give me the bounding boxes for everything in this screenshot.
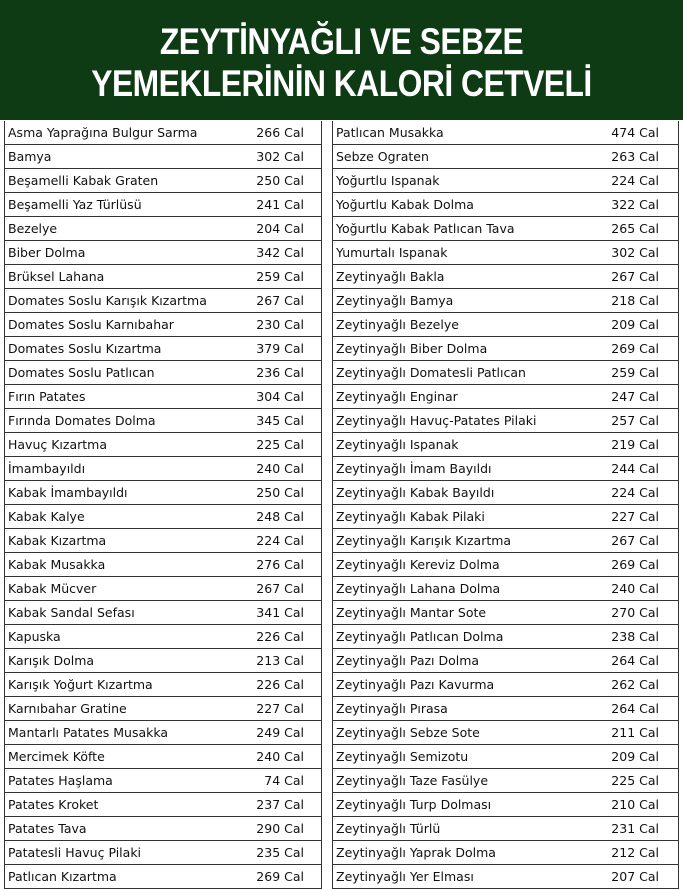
calorie-value: 249 Cal xyxy=(256,725,304,740)
table-row xyxy=(332,241,679,265)
dish-name: Mantarlı Patates Musakka xyxy=(8,725,169,740)
calorie-value: 259 Cal xyxy=(256,269,304,284)
table-row xyxy=(4,169,322,193)
dish-name: Zeytinyağlı Patlıcan Dolma xyxy=(336,629,504,644)
dish-name: Kabak Kalye xyxy=(8,509,85,524)
dish-name: Yoğurtlu Kabak Patlıcan Tava xyxy=(336,221,515,236)
calorie-value: 74 Cal xyxy=(264,773,304,788)
dish-name: Zeytinyağlı Bezelye xyxy=(336,317,459,332)
table-row xyxy=(332,289,679,313)
calorie-value: 236 Cal xyxy=(256,365,304,380)
dish-name: Domates Soslu Karnıbahar xyxy=(8,317,174,332)
calorie-value: 235 Cal xyxy=(256,845,304,860)
dish-name: Mercimek Köfte xyxy=(8,749,105,764)
table-row xyxy=(332,625,679,649)
dish-name: Zeytinyağlı Kereviz Dolma xyxy=(336,557,500,572)
dish-name: Zeytinyağlı Ispanak xyxy=(336,437,459,452)
page-title-line1: ZEYTİNYAĞLI VE SEBZE xyxy=(159,21,524,62)
table-row xyxy=(4,673,322,697)
table-row xyxy=(332,793,679,817)
dish-name: Zeytinyağlı Lahana Dolma xyxy=(336,581,501,596)
table-row xyxy=(332,697,679,721)
dish-name: Zeytinyağlı Sebze Sote xyxy=(336,725,480,740)
calorie-value: 237 Cal xyxy=(256,797,304,812)
table-row xyxy=(332,121,679,145)
dish-name: Zeytinyağlı Biber Dolma xyxy=(336,341,488,356)
table-row xyxy=(4,481,322,505)
dish-name: Zeytinyağlı Karışık Kızartma xyxy=(336,533,512,548)
table-row xyxy=(332,721,679,745)
calorie-value: 213 Cal xyxy=(256,653,304,668)
dish-name: Zeytinyağlı Bakla xyxy=(336,269,445,284)
table-row xyxy=(332,433,679,457)
dish-name: Karışık Yoğurt Kızartma xyxy=(8,677,153,692)
calorie-value: 212 Cal xyxy=(611,845,659,860)
table-row xyxy=(332,193,679,217)
table-row xyxy=(332,145,679,169)
calorie-value: 224 Cal xyxy=(611,485,659,500)
table-row xyxy=(4,337,322,361)
dish-name: Zeytinyağlı Pırasa xyxy=(336,701,448,716)
table-row xyxy=(4,745,322,769)
dish-name: Kabak Kızartma xyxy=(8,533,107,548)
calorie-value: 266 Cal xyxy=(256,125,304,140)
dish-name: Domates Soslu Karışık Kızartma xyxy=(8,293,207,308)
table-row xyxy=(4,193,322,217)
table-row xyxy=(332,169,679,193)
dish-name: Havuç Kızartma xyxy=(8,437,107,452)
table-row xyxy=(332,385,679,409)
calorie-value: 270 Cal xyxy=(611,605,659,620)
dish-name: Beşamelli Kabak Graten xyxy=(8,173,159,188)
dish-name: Patates Kroket xyxy=(8,797,99,812)
table-row xyxy=(4,241,322,265)
dish-name: Patates Haşlama xyxy=(8,773,113,788)
calorie-value: 267 Cal xyxy=(611,269,659,284)
dish-name: Yumurtalı Ispanak xyxy=(336,245,448,260)
calorie-value: 225 Cal xyxy=(256,437,304,452)
calorie-value: 276 Cal xyxy=(256,557,304,572)
table-row xyxy=(332,865,679,889)
table-row xyxy=(4,721,322,745)
calorie-value: 224 Cal xyxy=(611,173,659,188)
dish-name: Asma Yaprağına Bulgur Sarma xyxy=(8,125,198,140)
calorie-value: 269 Cal xyxy=(256,869,304,884)
table-row xyxy=(4,649,322,673)
dish-name: Sebze Ograten xyxy=(336,149,429,164)
calorie-value: 225 Cal xyxy=(611,773,659,788)
table-row xyxy=(4,505,322,529)
table-row xyxy=(332,361,679,385)
table-row xyxy=(4,457,322,481)
calorie-value: 240 Cal xyxy=(256,749,304,764)
dish-name: Kabak Mücver xyxy=(8,581,97,596)
dish-name: Zeytinyağlı Domatesli Patlıcan xyxy=(336,365,526,380)
dish-name: Domates Soslu Patlıcan xyxy=(8,365,155,380)
calorie-value: 304 Cal xyxy=(256,389,304,404)
dish-name: Zeytinyağlı Bamya xyxy=(336,293,454,308)
table-row xyxy=(4,577,322,601)
table-row xyxy=(332,505,679,529)
table-row xyxy=(4,121,322,145)
calorie-value: 240 Cal xyxy=(256,461,304,476)
table-row xyxy=(4,793,322,817)
calorie-value: 209 Cal xyxy=(611,317,659,332)
calorie-value: 227 Cal xyxy=(256,701,304,716)
table-row xyxy=(332,841,679,865)
calorie-value: 224 Cal xyxy=(256,533,304,548)
dish-name: Patates Tava xyxy=(8,821,87,836)
calorie-value: 302 Cal xyxy=(256,149,304,164)
table-row xyxy=(332,577,679,601)
calorie-value: 342 Cal xyxy=(256,245,304,260)
table-row xyxy=(332,817,679,841)
table-row xyxy=(4,841,322,865)
table-row xyxy=(4,265,322,289)
calorie-value: 226 Cal xyxy=(256,629,304,644)
table-row xyxy=(332,745,679,769)
table-row xyxy=(4,409,322,433)
title-banner xyxy=(0,0,683,120)
calorie-value: 263 Cal xyxy=(611,149,659,164)
table-row xyxy=(332,217,679,241)
calorie-value: 267 Cal xyxy=(611,533,659,548)
dish-name: Zeytinyağlı Turp Dolması xyxy=(336,797,492,812)
dish-name: Karnıbahar Gratine xyxy=(8,701,127,716)
dish-name: Brüksel Lahana xyxy=(8,269,105,284)
dish-name: Patatesli Havuç Pilaki xyxy=(8,845,142,860)
dish-name: İmambayıldı xyxy=(8,461,86,476)
table-row xyxy=(332,457,679,481)
calorie-value: 209 Cal xyxy=(611,749,659,764)
table-row xyxy=(332,673,679,697)
calorie-table-right xyxy=(332,121,679,889)
calorie-value: 241 Cal xyxy=(256,197,304,212)
table-row xyxy=(332,481,679,505)
calorie-value: 379 Cal xyxy=(256,341,304,356)
table-row xyxy=(4,817,322,841)
dish-name: Fırında Domates Dolma xyxy=(8,413,156,428)
dish-name: Kapuska xyxy=(8,629,61,644)
calorie-value: 264 Cal xyxy=(611,653,659,668)
dish-name: Zeytinyağlı Yer Elması xyxy=(336,869,474,884)
calorie-value: 218 Cal xyxy=(611,293,659,308)
table-row xyxy=(4,601,322,625)
dish-name: Zeytinyağlı Pazı Kavurma xyxy=(336,677,495,692)
table-row xyxy=(4,145,322,169)
calorie-value: 250 Cal xyxy=(256,173,304,188)
table-row xyxy=(332,601,679,625)
page-title-line2: YEMEKLERİNİN KALORİ CETVELİ xyxy=(91,63,592,104)
dish-name: Domates Soslu Kızartma xyxy=(8,341,162,356)
calorie-value: 259 Cal xyxy=(611,365,659,380)
dish-name: Zeytinyağlı Yaprak Dolma xyxy=(336,845,496,860)
calorie-value: 269 Cal xyxy=(611,341,659,356)
dish-name: Zeytinyağlı Enginar xyxy=(336,389,458,404)
calorie-value: 474 Cal xyxy=(611,125,659,140)
table-row xyxy=(4,529,322,553)
calorie-value: 226 Cal xyxy=(256,677,304,692)
table-row xyxy=(4,553,322,577)
calorie-value: 219 Cal xyxy=(611,437,659,452)
dish-name: Yoğurtlu Kabak Dolma xyxy=(336,197,474,212)
dish-name: Patlıcan Kızartma xyxy=(8,869,117,884)
dish-name: Yoğurtlu Ispanak xyxy=(336,173,440,188)
calorie-value: 247 Cal xyxy=(611,389,659,404)
dish-name: Biber Dolma xyxy=(8,245,86,260)
dish-name: Zeytinyağlı Semizotu xyxy=(336,749,469,764)
dish-name: Bezelye xyxy=(8,221,58,236)
dish-name: Zeytinyağlı Havuç-Patates Pilaki xyxy=(336,413,537,428)
calorie-value: 290 Cal xyxy=(256,821,304,836)
dish-name: Zeytinyağlı Türlü xyxy=(336,821,441,836)
calorie-value: 267 Cal xyxy=(256,293,304,308)
calorie-value: 250 Cal xyxy=(256,485,304,500)
dish-name: Zeytinyağlı Pazı Dolma xyxy=(336,653,480,668)
calorie-value: 204 Cal xyxy=(256,221,304,236)
table-row xyxy=(332,313,679,337)
dish-name: Zeytinyağlı Kabak Bayıldı xyxy=(336,485,495,500)
table-row xyxy=(332,553,679,577)
table-row xyxy=(4,385,322,409)
dish-name: Zeytinyağlı İmam Bayıldı xyxy=(336,461,492,476)
calorie-value: 257 Cal xyxy=(611,413,659,428)
table-row xyxy=(4,289,322,313)
dish-name: Fırın Patates xyxy=(8,389,86,404)
calorie-table-left xyxy=(4,121,322,889)
calorie-value: 210 Cal xyxy=(611,797,659,812)
table-row xyxy=(4,865,322,889)
calorie-value: 269 Cal xyxy=(611,557,659,572)
calorie-value: 231 Cal xyxy=(611,821,659,836)
calorie-value: 244 Cal xyxy=(611,461,659,476)
calorie-value: 248 Cal xyxy=(256,509,304,524)
calorie-value: 238 Cal xyxy=(611,629,659,644)
table-row xyxy=(332,265,679,289)
dish-name: Zeytinyağlı Kabak Pilaki xyxy=(336,509,485,524)
table-row xyxy=(4,625,322,649)
table-row xyxy=(4,217,322,241)
calorie-value: 230 Cal xyxy=(256,317,304,332)
calorie-value: 211 Cal xyxy=(611,725,659,740)
dish-name: Karışık Dolma xyxy=(8,653,95,668)
table-row xyxy=(332,337,679,361)
dish-name: Zeytinyağlı Mantar Sote xyxy=(336,605,487,620)
calorie-value: 265 Cal xyxy=(611,221,659,236)
table-row xyxy=(4,769,322,793)
dish-name: Beşamelli Yaz Türlüsü xyxy=(8,197,142,212)
dish-name: Kabak İmambayıldı xyxy=(8,485,128,500)
table-row xyxy=(4,433,322,457)
table-row xyxy=(332,529,679,553)
dish-name: Patlıcan Musakka xyxy=(336,125,444,140)
table-row xyxy=(332,649,679,673)
calorie-value: 264 Cal xyxy=(611,701,659,716)
calorie-value: 341 Cal xyxy=(256,605,304,620)
calorie-value: 207 Cal xyxy=(611,869,659,884)
table-row xyxy=(4,313,322,337)
dish-name: Zeytinyağlı Taze Fasülye xyxy=(336,773,489,788)
calorie-value: 267 Cal xyxy=(256,581,304,596)
dish-name: Bamya xyxy=(8,149,52,164)
table-row xyxy=(332,409,679,433)
calorie-value: 302 Cal xyxy=(611,245,659,260)
calorie-value: 262 Cal xyxy=(611,677,659,692)
table-row xyxy=(4,361,322,385)
dish-name: Kabak Musakka xyxy=(8,557,106,572)
table-row xyxy=(332,769,679,793)
dish-name: Kabak Sandal Sefası xyxy=(8,605,135,620)
calorie-value: 345 Cal xyxy=(256,413,304,428)
calorie-value: 322 Cal xyxy=(611,197,659,212)
calorie-value: 227 Cal xyxy=(611,509,659,524)
calorie-value: 240 Cal xyxy=(611,581,659,596)
table-row xyxy=(4,697,322,721)
